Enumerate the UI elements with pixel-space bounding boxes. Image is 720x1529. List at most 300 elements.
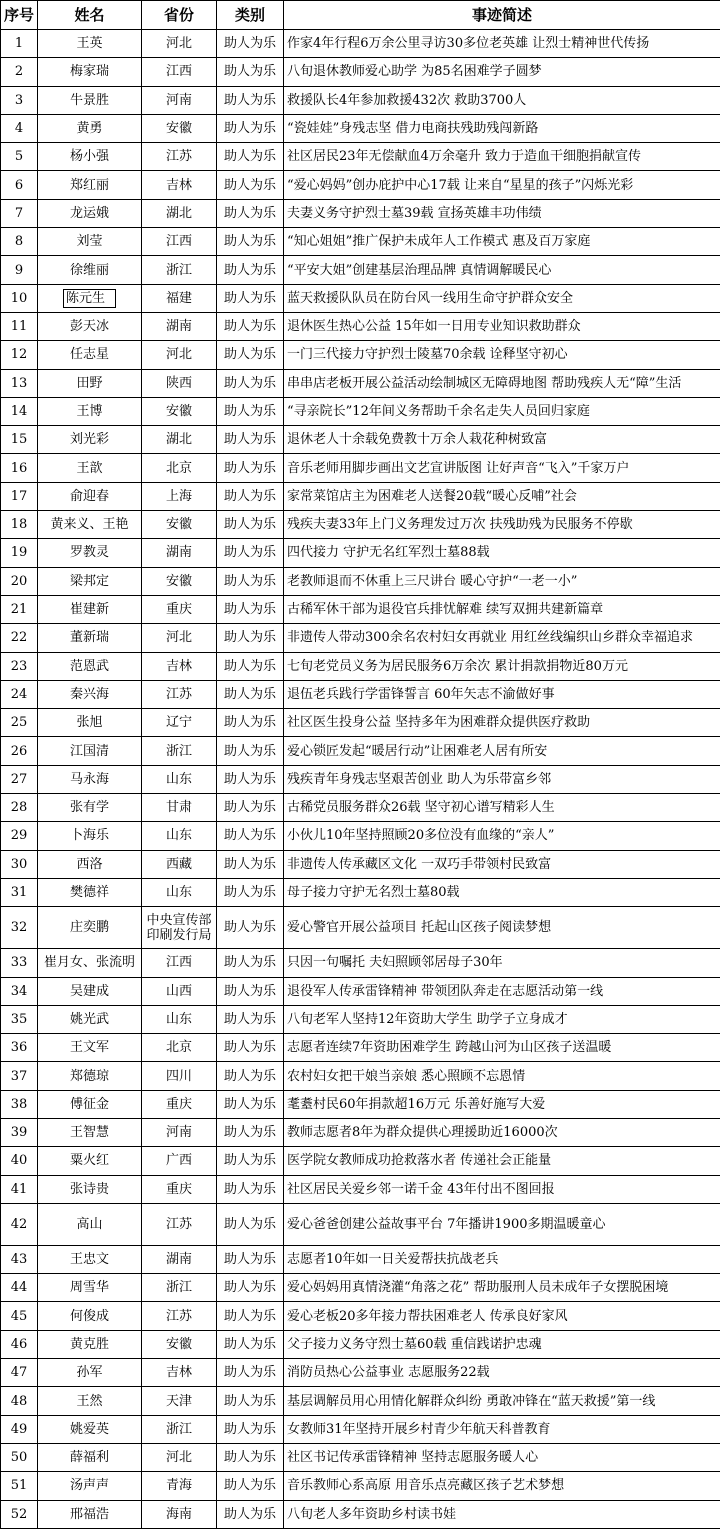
province-cell: 辽宁 [142,709,217,737]
row-number-cell: 20 [1,567,38,595]
description-cell: 女教师31年坚持开展乡村青少年航天科普教育 [284,1415,720,1443]
row-number-cell: 21 [1,595,38,623]
row-number-cell: 33 [1,949,38,977]
province-cell: 浙江 [142,737,217,765]
category-cell: 助人为乐 [217,907,284,949]
category-cell: 助人为乐 [217,1118,284,1146]
row-number-cell: 52 [1,1500,38,1528]
name-cell: 梁邦定 [38,567,142,595]
table-row [1,949,720,977]
description-cell: 古稀军休干部为退役官兵排忧解难 续写双拥共建新篇章 [284,595,720,623]
province-cell: 海南 [142,1500,217,1528]
table-row [1,1274,720,1302]
header-cell: 事迹简述 [284,1,720,30]
name-cell: 马永海 [38,765,142,793]
name-cell: 刘莹 [38,228,142,256]
province-cell: 湖北 [142,199,217,227]
description-cell: 七旬老党员义务为居民服务6万余次 累计捐款捐物近80万元 [284,652,720,680]
row-number-cell: 5 [1,143,38,171]
description-cell: 只因一句嘱托 夫妇照顾邻居母子30年 [284,949,720,977]
row-number-cell: 49 [1,1415,38,1443]
name-cell: 王博 [38,397,142,425]
province-cell: 甘肃 [142,794,217,822]
category-cell: 助人为乐 [217,171,284,199]
description-cell: 基层调解员用心用情化解群众纠纷 勇敢冲锋在“蓝天救援”第一线 [284,1387,720,1415]
name-cell: 田野 [38,369,142,397]
category-cell: 助人为乐 [217,341,284,369]
category-cell: 助人为乐 [217,1500,284,1528]
table-row [1,1245,720,1273]
name-cell: 梅家瑞 [38,58,142,86]
table-row [1,680,720,708]
table-row [1,1415,720,1443]
table-row [1,397,720,425]
row-number-cell: 13 [1,369,38,397]
row-number-cell: 32 [1,907,38,949]
description-cell: 一门三代接力守护烈士陵墓70余载 诠释坚守初心 [284,341,720,369]
header-cell: 姓名 [38,1,142,30]
name-cell: 郑红丽 [38,171,142,199]
name-cell: 傅征金 [38,1090,142,1118]
category-cell: 助人为乐 [217,312,284,340]
category-cell: 助人为乐 [217,397,284,425]
name-cell [38,284,142,312]
province-cell: 广西 [142,1147,217,1175]
row-number-cell: 29 [1,822,38,850]
category-cell: 助人为乐 [217,1090,284,1118]
category-cell: 助人为乐 [217,114,284,142]
row-number-cell: 19 [1,539,38,567]
table-row [1,171,720,199]
row-number-cell: 25 [1,709,38,737]
category-cell: 助人为乐 [217,1005,284,1033]
table-row [1,652,720,680]
table-row [1,312,720,340]
table-row [1,228,720,256]
table-row [1,86,720,114]
header-cell: 省份 [142,1,217,30]
category-cell: 助人为乐 [217,228,284,256]
province-cell: 安徽 [142,397,217,425]
table-row [1,850,720,878]
name-cell: 牛景胜 [38,86,142,114]
description-cell: 父子接力义务守烈士墓60载 重信践诺护忠魂 [284,1330,720,1358]
category-cell: 助人为乐 [217,567,284,595]
table-row [1,1387,720,1415]
province-cell: 江西 [142,228,217,256]
table-row [1,511,720,539]
category-cell: 助人为乐 [217,1062,284,1090]
province-cell: 山东 [142,878,217,906]
row-number-cell: 11 [1,312,38,340]
table-row [1,143,720,171]
name-cell: 邢福浩 [38,1500,142,1528]
name-cell: 秦兴海 [38,680,142,708]
description-cell: 八旬退休教师爱心助学 为85名困难学子圆梦 [284,58,720,86]
province-cell: 浙江 [142,1274,217,1302]
table-row [1,878,720,906]
category-cell: 助人为乐 [217,1034,284,1062]
description-cell: 爱心老板20多年接力帮扶困难老人 传承良好家风 [284,1302,720,1330]
name-cell: 薛福利 [38,1443,142,1471]
name-cell: 王歆 [38,454,142,482]
name-cell: 罗教灵 [38,539,142,567]
province-cell: 重庆 [142,1175,217,1203]
table-row [1,1005,720,1033]
name-cell: 汤声声 [38,1472,142,1500]
category-cell: 助人为乐 [217,369,284,397]
row-number-cell: 2 [1,58,38,86]
category-cell: 助人为乐 [217,949,284,977]
row-number-cell: 37 [1,1062,38,1090]
row-number-cell: 47 [1,1359,38,1387]
description-cell: 社区书记传承雷锋精神 坚持志愿服务暖人心 [284,1443,720,1471]
row-number-cell: 3 [1,86,38,114]
name-cell: 卜海乐 [38,822,142,850]
table-row [1,977,720,1005]
province-cell: 四川 [142,1062,217,1090]
description-cell: 志愿者连续7年资助困难学生 跨越山河为山区孩子送温暖 [284,1034,720,1062]
row-number-cell: 34 [1,977,38,1005]
name-cell: 杨小强 [38,143,142,171]
table-row [1,794,720,822]
province-cell: 安徽 [142,511,217,539]
description-cell: “爱心妈妈”创办庇护中心17载 让来自“星星的孩子”闪烁光彩 [284,171,720,199]
province-cell: 江苏 [142,680,217,708]
name-cell: 黄来义、王艳 [38,511,142,539]
province-cell: 河北 [142,341,217,369]
category-cell: 助人为乐 [217,977,284,1005]
description-cell: 残疾青年身残志坚艰苦创业 助人为乐带富乡邻 [284,765,720,793]
province-cell: 山东 [142,765,217,793]
province-cell: 吉林 [142,171,217,199]
description-cell: 救援队长4年参加救援432次 救助3700人 [284,86,720,114]
description-cell: 消防员热心公益事业 志愿服务22载 [284,1359,720,1387]
name-cell: 范恩武 [38,652,142,680]
category-cell: 助人为乐 [217,1359,284,1387]
province-cell: 河北 [142,30,217,58]
province-cell: 上海 [142,482,217,510]
description-cell: 残疾夫妻33年上门义务理发过万次 扶残助残为民服务不停歇 [284,511,720,539]
description-cell: 耄耋村民60年捐款超16万元 乐善好施写大爱 [284,1090,720,1118]
name-cell: 何俊成 [38,1302,142,1330]
row-number-cell: 40 [1,1147,38,1175]
row-number-cell: 41 [1,1175,38,1203]
category-cell: 助人为乐 [217,1472,284,1500]
province-cell: 山西 [142,977,217,1005]
table-row [1,822,720,850]
table-row [1,907,720,949]
province-cell: 安徽 [142,1330,217,1358]
province-cell: 青海 [142,1472,217,1500]
description-cell: 退休医生热心公益 15年如一日用专业知识救助群众 [284,312,720,340]
table-row [1,1330,720,1358]
province-cell: 湖南 [142,539,217,567]
name-cell: 张有学 [38,794,142,822]
table-row [1,1034,720,1062]
table-row [1,114,720,142]
table-row [1,624,720,652]
table-row [1,1062,720,1090]
row-number-cell: 43 [1,1245,38,1273]
row-number-cell: 7 [1,199,38,227]
table-row [1,1500,720,1528]
province-cell: 西藏 [142,850,217,878]
table-row [1,426,720,454]
row-number-cell: 42 [1,1203,38,1245]
table-row [1,482,720,510]
table-row [1,1203,720,1245]
description-cell: 音乐老师用脚步画出文艺宣讲版图 让好声音“飞入”千家万户 [284,454,720,482]
row-number-cell: 36 [1,1034,38,1062]
name-cell: 龙运娥 [38,199,142,227]
province-cell: 河北 [142,1443,217,1471]
name-cell: 姚爱英 [38,1415,142,1443]
province-cell: 湖北 [142,426,217,454]
province-cell: 河南 [142,86,217,114]
name-cell: 徐维丽 [38,256,142,284]
description-cell: 爱心锁匠发起“暖居行动”让困难老人居有所安 [284,737,720,765]
description-cell: “平安大姐”创建基层治理品牌 真情调解暖民心 [284,256,720,284]
row-number-cell: 23 [1,652,38,680]
category-cell: 助人为乐 [217,482,284,510]
province-cell: 重庆 [142,1090,217,1118]
name-cell: 庄奕鹏 [38,907,142,949]
name-cell: 王文军 [38,1034,142,1062]
table-row [1,1175,720,1203]
row-number-cell: 31 [1,878,38,906]
name-cell: 江国清 [38,737,142,765]
category-cell: 助人为乐 [217,143,284,171]
name-cell: 姚光武 [38,1005,142,1033]
category-cell: 助人为乐 [217,1415,284,1443]
category-cell: 助人为乐 [217,1274,284,1302]
name-cell: 樊德祥 [38,878,142,906]
table-row [1,595,720,623]
row-number-cell: 28 [1,794,38,822]
name-cell: 刘光彩 [38,426,142,454]
table-row [1,454,720,482]
name-cell: 任志星 [38,341,142,369]
row-number-cell: 9 [1,256,38,284]
category-cell: 助人为乐 [217,86,284,114]
name-cell: 张旭 [38,709,142,737]
table-row [1,539,720,567]
province-cell: 山东 [142,822,217,850]
name-cell: 郑德琼 [38,1062,142,1090]
name-cell: 俞迎春 [38,482,142,510]
province-cell: 江苏 [142,143,217,171]
description-cell: 蓝天救援队队员在防台风一线用生命守护群众安全 [284,284,720,312]
row-number-cell: 26 [1,737,38,765]
row-number-cell: 30 [1,850,38,878]
row-number-cell: 4 [1,114,38,142]
category-cell: 助人为乐 [217,256,284,284]
description-cell: 八旬老人多年资助乡村读书娃 [284,1500,720,1528]
table-row [1,1443,720,1471]
name-cell: 高山 [38,1203,142,1245]
description-cell: 家常菜馆店主为困难老人送餐20载“暖心反哺”社会 [284,482,720,510]
table-row [1,709,720,737]
category-cell: 助人为乐 [217,737,284,765]
category-cell: 助人为乐 [217,1387,284,1415]
table-row [1,567,720,595]
description-cell: 社区医生投身公益 坚持多年为困难群众提供医疗救助 [284,709,720,737]
table-row [1,199,720,227]
table-row [1,30,720,58]
description-cell: 非遗传人传承藏区文化 一双巧手带领村民致富 [284,850,720,878]
description-cell: 串串店老板开展公益活动绘制城区无障碍地图 帮助残疾人无“障”生活 [284,369,720,397]
category-cell: 助人为乐 [217,709,284,737]
province-cell: 天津 [142,1387,217,1415]
table-row [1,341,720,369]
category-cell: 助人为乐 [217,680,284,708]
province-cell: 安徽 [142,114,217,142]
province-cell: 浙江 [142,256,217,284]
description-cell: 退休老人十余载免费教十万余人栽花种树致富 [284,426,720,454]
name-cell: 粟火红 [38,1147,142,1175]
table-row [1,737,720,765]
row-number-cell: 12 [1,341,38,369]
row-number-cell: 35 [1,1005,38,1033]
category-cell: 助人为乐 [217,878,284,906]
description-cell: “寻亲院长”12年间义务帮助千余名走失人员回归家庭 [284,397,720,425]
province-cell: 吉林 [142,1359,217,1387]
description-cell: 母子接力守护无名烈士墓80载 [284,878,720,906]
table-row [1,1472,720,1500]
row-number-cell: 8 [1,228,38,256]
name-cell: 王忠文 [38,1245,142,1273]
name-cell: 崔月女、张流明 [38,949,142,977]
province-cell: 安徽 [142,567,217,595]
province-cell: 山东 [142,1005,217,1033]
province-cell: 河南 [142,1118,217,1146]
table-row [1,1302,720,1330]
row-number-cell: 17 [1,482,38,510]
description-cell: 爱心爸爸创建公益故事平台 7年播讲1900多期温暖童心 [284,1203,720,1245]
category-cell: 助人为乐 [217,624,284,652]
category-cell: 助人为乐 [217,199,284,227]
name-cell: 张诗贵 [38,1175,142,1203]
province-cell: 江西 [142,58,217,86]
category-cell: 助人为乐 [217,511,284,539]
category-cell: 助人为乐 [217,426,284,454]
name-cell: 吴建成 [38,977,142,1005]
description-cell: 老教师退而不休重上三尺讲台 暖心守护“一老一小” [284,567,720,595]
category-cell: 助人为乐 [217,1443,284,1471]
description-cell: 古稀党员服务群众26载 坚守初心谱写精彩人生 [284,794,720,822]
description-cell: 非遗传人带动300余名农村妇女再就业 用红丝线编织山乡群众幸福追求 [284,624,720,652]
category-cell: 助人为乐 [217,284,284,312]
row-number-cell: 14 [1,397,38,425]
name-cell: 西洛 [38,850,142,878]
selected-name-box: 陈元生 [64,290,115,307]
province-cell: 陕西 [142,369,217,397]
category-cell: 助人为乐 [217,1245,284,1273]
province-cell: 湖南 [142,1245,217,1273]
row-number-cell: 10 [1,284,38,312]
table-row [1,1118,720,1146]
description-cell: 农村妇女把干娘当亲娘 悉心照顾不忘恩情 [284,1062,720,1090]
name-cell: 周雪华 [38,1274,142,1302]
name-cell: 王智慧 [38,1118,142,1146]
row-number-cell: 16 [1,454,38,482]
category-cell: 助人为乐 [217,850,284,878]
description-cell: 退役军人传承雷锋精神 带领团队奔走在志愿活动第一线 [284,977,720,1005]
table-row [1,1090,720,1118]
province-cell: 江苏 [142,1302,217,1330]
category-cell: 助人为乐 [217,1175,284,1203]
row-number-cell: 50 [1,1443,38,1471]
description-cell: 作家4年行程6万余公里寻访30多位老英雄 让烈士精神世代传扬 [284,30,720,58]
row-number-cell: 51 [1,1472,38,1500]
row-number-cell: 48 [1,1387,38,1415]
province-cell: 江苏 [142,1203,217,1245]
province-cell: 江西 [142,949,217,977]
description-cell: 夫妻义务守护烈士墓39载 宣扬英雄丰功伟绩 [284,199,720,227]
province-cell: 河北 [142,624,217,652]
category-cell: 助人为乐 [217,454,284,482]
category-cell: 助人为乐 [217,765,284,793]
row-number-cell: 39 [1,1118,38,1146]
name-cell: 董新瑞 [38,624,142,652]
table-row [1,1359,720,1387]
name-cell: 彭天冰 [38,312,142,340]
description-cell: 退伍老兵践行学雷锋誓言 60年矢志不渝做好事 [284,680,720,708]
row-number-cell: 38 [1,1090,38,1118]
header-cell: 序号 [1,1,38,30]
province-cell: 湖南 [142,312,217,340]
description-cell: “瓷娃娃”身残志坚 借力电商扶残助残闯新路 [284,114,720,142]
category-cell: 助人为乐 [217,539,284,567]
description-cell: 爱心警官开展公益项目 托起山区孩子阅读梦想 [284,907,720,949]
row-number-cell: 22 [1,624,38,652]
name-cell: 王英 [38,30,142,58]
province-cell: 重庆 [142,595,217,623]
description-cell: 医学院女教师成功抢救落水者 传递社会正能量 [284,1147,720,1175]
table-row [1,1147,720,1175]
row-number-cell: 27 [1,765,38,793]
category-cell: 助人为乐 [217,58,284,86]
name-cell: 王然 [38,1387,142,1415]
category-cell: 助人为乐 [217,1203,284,1245]
description-cell: 志愿者10年如一日关爱帮扶抗战老兵 [284,1245,720,1273]
category-cell: 助人为乐 [217,1330,284,1358]
row-number-cell: 46 [1,1330,38,1358]
province-cell: 北京 [142,1034,217,1062]
row-number-cell: 24 [1,680,38,708]
category-cell: 助人为乐 [217,595,284,623]
header-cell: 类别 [217,1,284,30]
table-row [1,369,720,397]
name-cell: 崔建新 [38,595,142,623]
row-number-cell: 18 [1,511,38,539]
description-cell: “知心姐姐”推广保护未成年人工作模式 惠及百万家庭 [284,228,720,256]
table-row [1,256,720,284]
province-cell: 浙江 [142,1415,217,1443]
description-cell: 八旬老军人坚持12年资助大学生 助学子立身成才 [284,1005,720,1033]
row-number-cell: 6 [1,171,38,199]
description-cell: 教师志愿者8年为群众提供心理援助近16000次 [284,1118,720,1146]
row-number-cell: 45 [1,1302,38,1330]
name-cell: 黄勇 [38,114,142,142]
description-cell: 音乐教师心系高原 用音乐点亮藏区孩子艺术梦想 [284,1472,720,1500]
category-cell: 助人为乐 [217,822,284,850]
table-row [1,58,720,86]
name-cell: 孙军 [38,1359,142,1387]
description-cell: 社区居民23年无偿献血4万余毫升 致力于造血干细胞捐献宣传 [284,143,720,171]
category-cell: 助人为乐 [217,1302,284,1330]
